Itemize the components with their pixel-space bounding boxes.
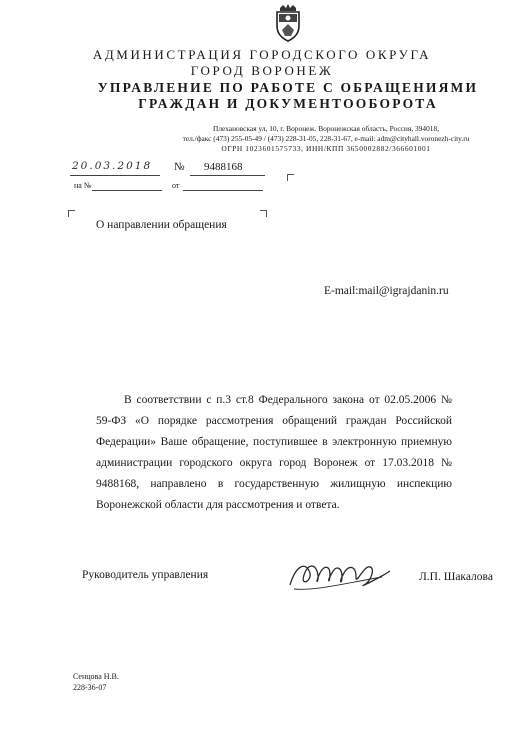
- date-underline: [70, 175, 160, 176]
- executor-phone: 228-36-07: [73, 683, 107, 692]
- reference-number-underline: [92, 190, 162, 191]
- subject-corner-left: [68, 210, 75, 217]
- address-corner-mark: [287, 174, 294, 181]
- address-line: Плехановская ул, 10, г. Воронеж. Воронежская область, Россия, 394018,: [212, 124, 439, 133]
- reference-number-label: на №: [74, 181, 92, 190]
- handwritten-date: 20.03.2018: [72, 160, 153, 172]
- letter-body: [96, 390, 452, 516]
- number-underline: [190, 175, 265, 176]
- signature-graphic: [286, 555, 396, 595]
- executor-name: Сенцова Н.В.: [73, 672, 119, 681]
- contacts-line: тел./факс (473) 255-05-49 / (473) 228-31-05, 228-31-67, e-mail: adm@cityhall.voronezh-city.ru: [182, 134, 470, 143]
- org-name-line2: ГОРОД ВОРОНЕЖ: [190, 63, 334, 78]
- registry-codes-line: ОГРН 1023601575733, ИНН/КПП 3650002882/366601001: [221, 144, 431, 153]
- reference-date-underline: [183, 190, 263, 191]
- department-name-line2: ГРАЖДАН И ДОКУМЕНТООБОРОТА: [138, 96, 438, 111]
- reference-from-label: от: [172, 181, 180, 190]
- subject-line: О направлении обращения: [96, 219, 227, 231]
- org-name-line1: АДМИНИСТРАЦИЯ ГОРОДСКОГО ОКРУГА: [92, 47, 432, 62]
- department-name-line1: УПРАВЛЕНИЕ ПО РАБОТЕ С ОБРАЩЕНИЯМИ: [97, 80, 479, 95]
- body-paragraph: В соответствии с п.3 ст.8 Федерального закона от 02.05.2006 № 59-ФЗ «О порядке рассмотрения обращений граждан Российской Федерации» Ваше обращение, поступившее в электронную приемную администрации городского округа город Воронеж от 17.03.2018 № 9488168, направлено в государственную жилищную инспекцию Воронежской области для рассмотрения и ответа.: [96, 394, 452, 511]
- signatory-name: Л.П. Шакалова: [419, 571, 493, 583]
- recipient-email: E-mail:mail@igrajdanin.ru: [324, 285, 449, 297]
- signatory-role: Руководитель управления: [82, 569, 209, 581]
- coat-of-arms-icon: [274, 4, 302, 42]
- subject-corner-right: [260, 210, 267, 217]
- number-label: №: [174, 161, 185, 173]
- document-number: 9488168: [204, 161, 243, 173]
- executor-info: [73, 671, 119, 693]
